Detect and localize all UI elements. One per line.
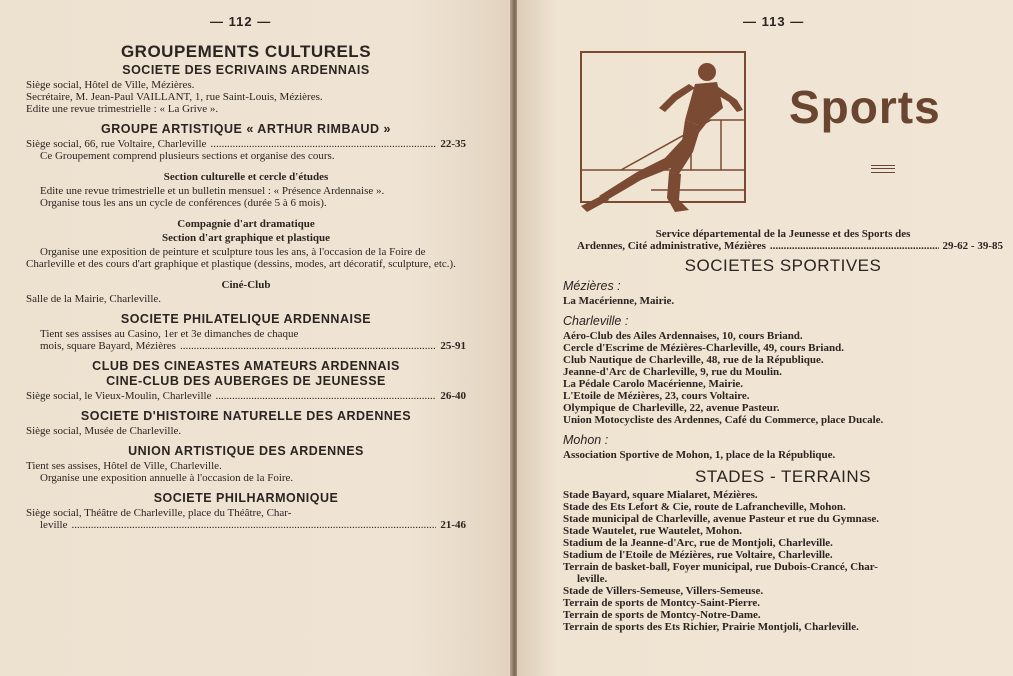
list-item: La Pédale Carolo Macérienne, Mairie. (563, 378, 744, 390)
city-label: Mohon : (563, 433, 609, 447)
list-item: Stade des Ets Lefort & Cie, route de Lafrancheville, Mohon. (563, 501, 846, 513)
list-item: Stade Wautelet, rue Wautelet, Mohon. (563, 525, 742, 537)
text-line: Edite une revue trimestrielle : « La Grive ». (26, 103, 219, 115)
leader-line (26, 519, 466, 531)
phone-number: 25-91 (440, 340, 466, 352)
page-number: — 112 — (210, 14, 272, 29)
address-text: Ardennes, Cité administrative, Mézières (577, 240, 766, 252)
text-line: Siège social, Musée de Charleville. (26, 425, 182, 437)
list-item: Association Sportive de Mohon, 1, place de la République. (563, 449, 836, 461)
runner-illustration-icon (561, 50, 749, 222)
phone-number: 21-46 (440, 519, 466, 531)
list-item: Stade de Villers-Semeuse, Villers-Semeuse. (563, 585, 764, 597)
city-label: Charleville : (563, 314, 629, 328)
list-item: Cercle d'Escrime de Mézières-Charleville, 49, cours Briand. (563, 342, 844, 354)
text-line: Service départemental de la Jeunesse et des Sports des (655, 228, 911, 240)
address-text: mois, square Bayard, Mézières (40, 340, 176, 352)
society-title: SOCIETE DES ECRIVAINS ARDENNAIS (122, 63, 370, 77)
text-line: Tient ses assises, Hôtel de Ville, Charleville. (26, 460, 222, 472)
leader-line (26, 390, 466, 402)
list-item: Club Nautique de Charleville, 48, rue de la République. (563, 354, 824, 366)
left-page-content (26, 42, 466, 531)
society-title: GROUPE ARTISTIQUE « ARTHUR RIMBAUD » (100, 122, 391, 136)
section-title: SOCIETES SPORTIVES (684, 256, 882, 275)
leader-dots (180, 340, 436, 352)
list-item: Stade Bayard, square Mialaret, Mézières. (563, 489, 758, 501)
text-line: Siège social, Théâtre de Charleville, place du Théâtre, Char- (26, 507, 292, 519)
list-item: Terrain de sports des Ets Richier, Prairie Montjoli, Charleville. (563, 621, 859, 633)
decorative-rule (871, 165, 895, 173)
list-item: Terrain de sports de Montcy-Saint-Pierre. (563, 597, 761, 609)
subsection-title: Section d'art graphique et plastique (161, 232, 331, 244)
list-item: leville. (577, 573, 608, 585)
address-text: Siège social, le Vieux-Moulin, Charleville (26, 390, 212, 402)
subsection-title: Section culturelle et cercle d'études (163, 171, 329, 183)
phone-number: 26-40 (440, 390, 466, 402)
section-title: STADES - TERRAINS (694, 467, 871, 486)
right-page (517, 0, 1013, 676)
list-item: Terrain de basket-ball, Foyer municipal, rue Dubois-Crancé, Char- (563, 561, 878, 573)
text-line: Edite une revue trimestrielle et un bulletin mensuel : « Présence Ardennaise ». (40, 185, 385, 197)
leader-line (26, 340, 466, 352)
list-item: Stadium de la Jeanne-d'Arc, rue de Montjoli, Charleville. (563, 537, 833, 549)
text-line: Secrétaire, M. Jean-Paul VAILLANT, 1, rue Saint-Louis, Mézières. (26, 91, 323, 103)
subsection-title: Compagnie d'art dramatique (177, 218, 315, 230)
phone-number: 22-35 (440, 138, 466, 150)
list-item: Aéro-Club des Ailes Ardennaises, 10, cours Briand. (563, 330, 803, 342)
section-title: GROUPEMENTS CULTURELS (120, 42, 372, 61)
list-item: Union Motocycliste des Ardennes, Café du Commerce, place Ducale. (563, 414, 884, 426)
list-item: La Macérienne, Mairie. (563, 295, 675, 307)
list-item: Olympique de Charleville, 22, avenue Pasteur. (563, 402, 780, 414)
subsection-title: Ciné-Club (221, 279, 271, 291)
text-line: Siège social, Hôtel de Ville, Mézières. (26, 79, 195, 91)
city-label: Mézières : (563, 279, 621, 293)
right-page-content (563, 228, 1003, 633)
leader-line (26, 138, 466, 150)
list-item: Stadium de l'Etoile de Mézières, rue Voltaire, Charleville. (563, 549, 833, 561)
text-line: Salle de la Mairie, Charleville. (26, 293, 162, 305)
address-text: leville (40, 519, 68, 531)
text-line: Organise tous les ans un cycle de conférences (durée 5 à 6 mois). (40, 197, 327, 209)
leader-dots (770, 240, 939, 252)
society-title: SOCIETE PHILHARMONIQUE (153, 491, 339, 505)
leader-dots (72, 519, 437, 531)
leader-line (563, 240, 1003, 252)
sports-heading: Sports (789, 81, 941, 133)
text-line: Organise une exposition de peinture et sculpture tous les ans, à l'occasion de la Foire de Charleville et des cours d'art graphique et plastique (dessins, modes, art décoratif, sculpture, etc.). (26, 246, 456, 270)
leader-dots (216, 390, 437, 402)
list-item: Jeanne-d'Arc de Charleville, 9, rue du Moulin. (563, 366, 782, 378)
phone-number: 29-62 - 39-85 (942, 240, 1003, 252)
list-item: L'Etoile de Mézières, 23, cours Voltaire. (563, 390, 750, 402)
society-title: CINE-CLUB DES AUBERGES DE JEUNESSE (106, 374, 386, 388)
society-title: UNION ARTISTIQUE DES ARDENNES (128, 444, 364, 458)
address-text: Siège social, 66, rue Voltaire, Charleville (26, 138, 207, 150)
society-title: SOCIETE D'HISTOIRE NATURELLE DES ARDENNES (80, 409, 412, 423)
page-number: — 113 — (743, 14, 805, 29)
society-title: CLUB DES CINEASTES AMATEURS ARDENNAIS (92, 359, 400, 373)
text-line: Organise une exposition annuelle à l'occasion de la Foire. (40, 472, 294, 484)
text-line: Ce Groupement comprend plusieurs sections et organise des cours. (40, 150, 335, 162)
list-item: Terrain de sports de Montcy-Notre-Dame. (563, 609, 761, 621)
text-line: Tient ses assises au Casino, 1er et 3e dimanches de chaque (40, 328, 299, 340)
leader-dots (210, 138, 436, 150)
list-item: Stade municipal de Charleville, avenue Pasteur et rue du Gymnase. (563, 513, 880, 525)
society-title: SOCIETE PHILATELIQUE ARDENNAISE (120, 312, 372, 326)
